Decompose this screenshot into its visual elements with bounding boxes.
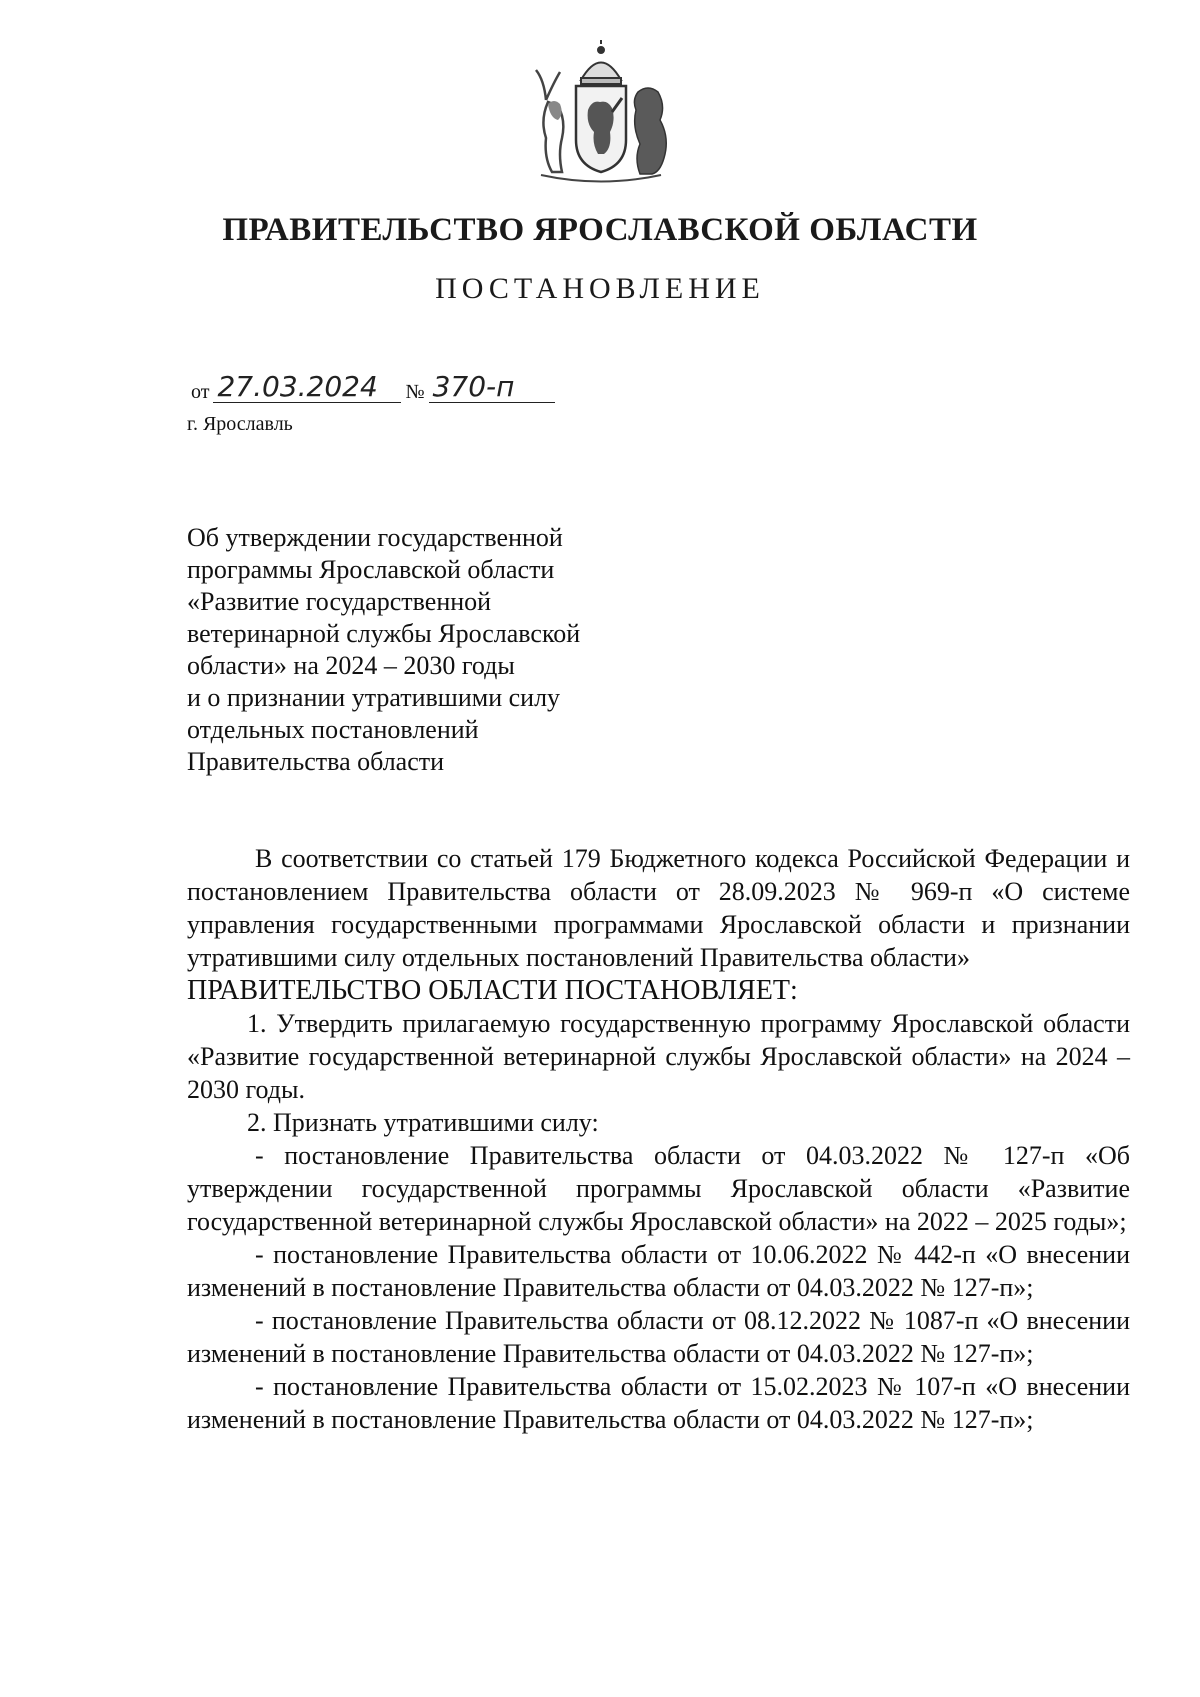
date-prefix: от: [191, 381, 210, 403]
title-line: и о признании утратившими силу: [187, 683, 561, 712]
title-line: программы Ярославской области: [187, 555, 555, 584]
repealed-item: - постановление Правительства области от 04.03.2022 № 127-п «Об утверждении государственной программы Ярославской области «Развитие государственной ветеринарной службы Ярославской области» на 2022 – 2025 годы»;: [187, 1141, 1130, 1236]
title-line: Правительства области: [187, 747, 445, 776]
date-number-line: [187, 372, 555, 403]
title-line: области» на 2024 – 2030 годы: [187, 651, 515, 680]
repealed-item: - постановление Правительства области от 10.06.2022 № 442-п «О внесении изменений в постановление Правительства области от 04.03.2022 № 127-п»;: [187, 1240, 1130, 1302]
document-date: 27.03.2024: [213, 372, 401, 403]
city: г. Ярославль: [187, 413, 293, 435]
document-type: ПОСТАНОВЛЕНИЕ: [435, 272, 765, 305]
repealed-item: - постановление Правительства области от 15.02.2023 № 107-п «О внесении изменений в постановление Правительства области от 04.03.2022 № 127-п»;: [187, 1372, 1130, 1434]
title-line: отдельных постановлений: [187, 715, 479, 744]
preamble-paragraph: В соответствии со статьей 179 Бюджетного кодекса Российской Федерации и постановлением Правительства области от 28.09.2023 № 969-п «О системе управления государственными программами Ярославской области и признании утратившими силу отдельных постановлений Правительства области»: [187, 844, 1130, 972]
item-2-paragraph: 2. Признать утратившими силу:: [247, 1108, 599, 1137]
repealed-item: - постановление Правительства области от 08.12.2022 № 1087-п «О внесении изменений в постановление Правительства области от 04.03.2022 № 127-п»;: [187, 1306, 1130, 1368]
title-line: Об утверждении государственной: [187, 523, 563, 552]
decree-heading: ПРАВИТЕЛЬСТВО ОБЛАСТИ ПОСТАНОВЛЯЕТ:: [187, 975, 798, 1006]
number-prefix: №: [405, 381, 425, 403]
government-name: ПРАВИТЕЛЬСТВО ЯРОСЛАВСКОЙ ОБЛАСТИ: [222, 212, 978, 248]
document-number: 370-п: [429, 372, 555, 403]
document-title: [187, 522, 637, 778]
coat-of-arms-emblem: [526, 40, 676, 190]
title-line: ветеринарной службы Ярославской: [187, 619, 581, 648]
document-body: [187, 842, 1130, 1436]
item-1-paragraph: 1. Утвердить прилагаемую государственную программу Ярославской области «Развитие государственной ветеринарной службы Ярославской области» на 2024 – 2030 годы.: [187, 1009, 1130, 1104]
title-line: «Развитие государственной: [187, 587, 492, 616]
